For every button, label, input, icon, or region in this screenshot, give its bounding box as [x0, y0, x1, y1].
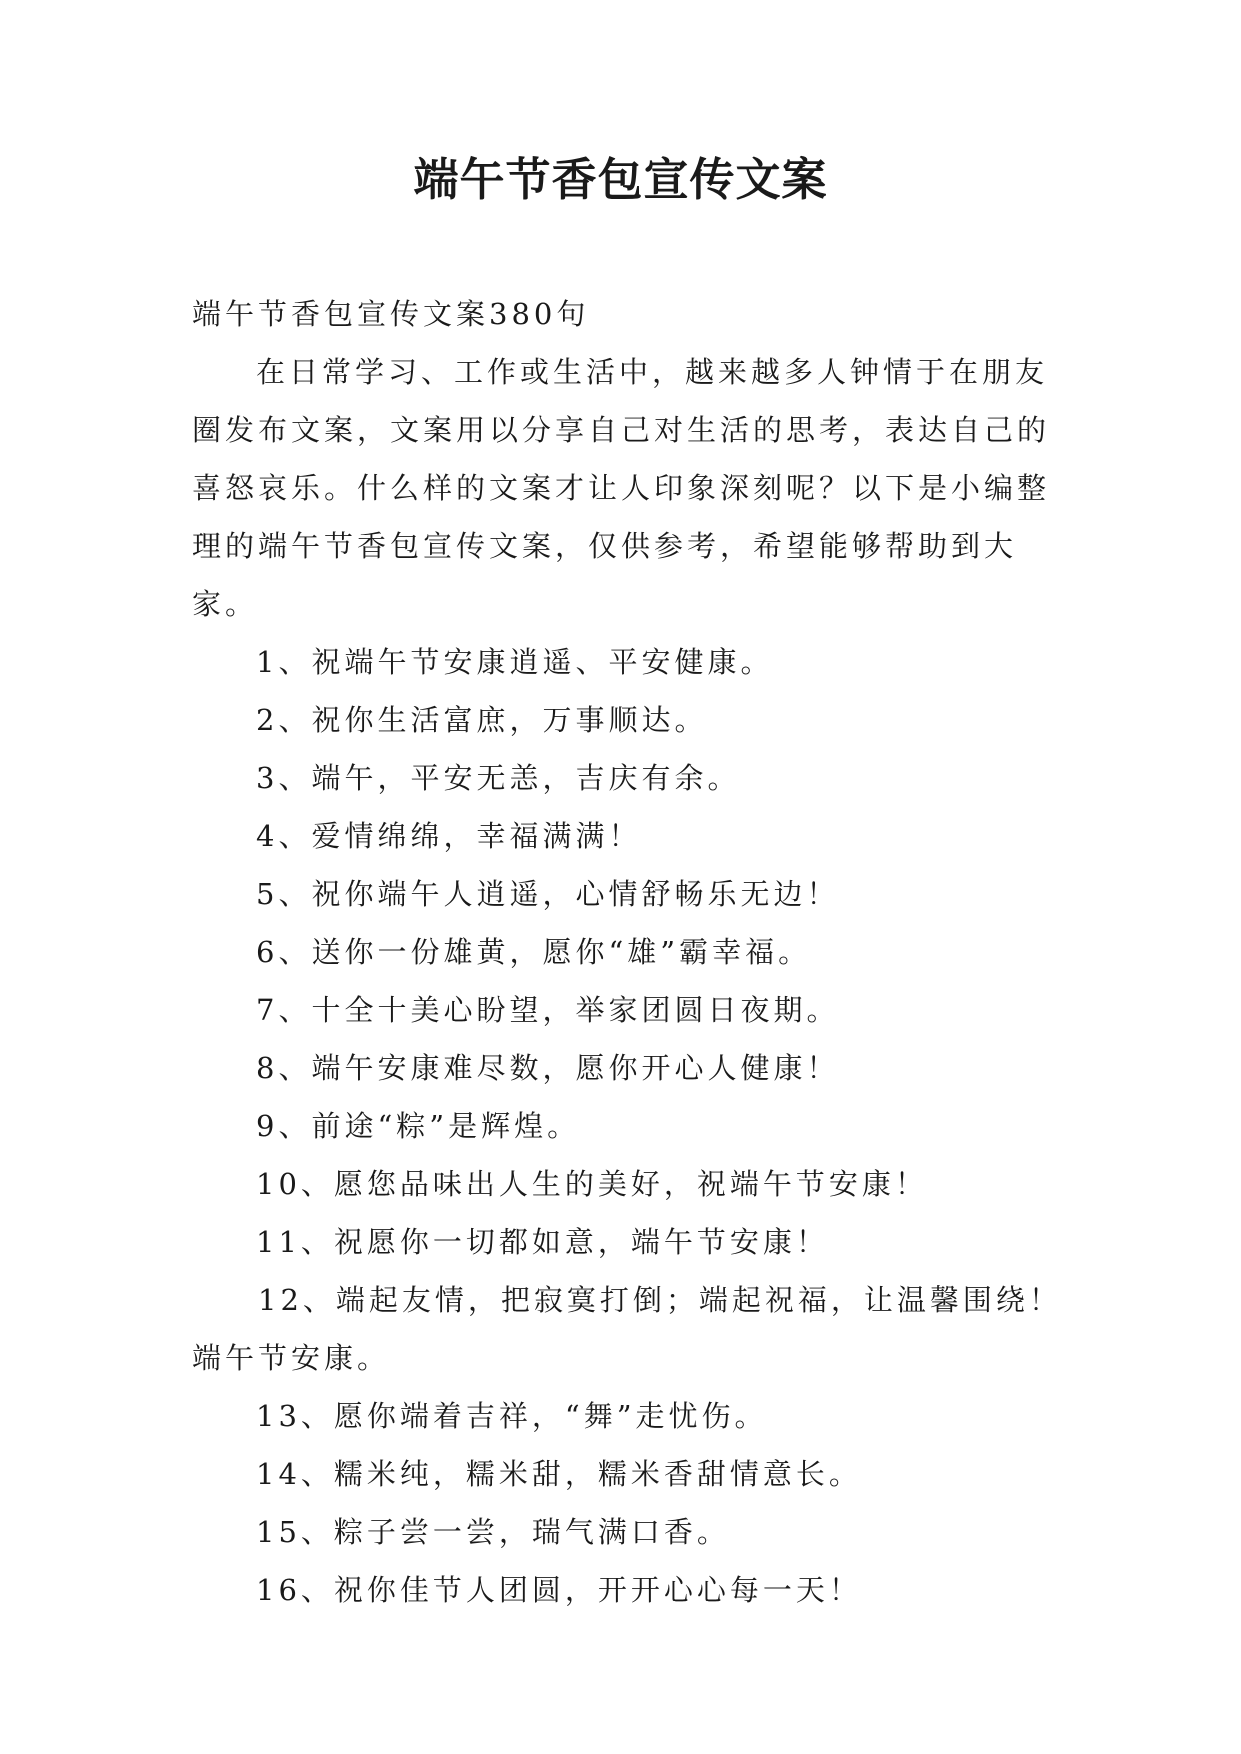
document-subtitle: 端午节香包宣传文案380句	[192, 297, 590, 331]
list-item: 16、祝你佳节人团圆，开开心心每一天！	[256, 1573, 862, 1607]
list-item: 4、爱情绵绵，幸福满满！	[256, 819, 642, 853]
document-body	[192, 285, 1062, 1619]
list-item: 7、十全十美心盼望，举家团圆日夜期。	[256, 993, 840, 1027]
list-item: 3、端午，平安无恙，吉庆有余。	[256, 761, 741, 795]
list-item: 1、祝端午节安康逍遥、平安健康。	[256, 645, 774, 679]
document-title: 端午节香包宣传文案	[413, 153, 828, 206]
list-item: 13、愿你端着吉祥，“舞”走忧伤。	[256, 1399, 768, 1433]
intro-paragraph: 在日常学习、工作或生活中，越来越多人钟情于在朋友圈发布文案，文案用以分享自己对生活的思考，表达自己的喜怒哀乐。什么样的文案才让人印象深刻呢？以下是小编整理的端午节香包宣传文案，仅供参考，希望能够帮助到大家。	[192, 355, 1051, 621]
list-item: 15、粽子尝一尝，瑞气满口香。	[256, 1515, 730, 1549]
list-item: 5、祝你端午人逍遥，心情舒畅乐无边！	[256, 877, 840, 911]
list-item: 6、送你一份雄黄，愿你“雄”霸幸福。	[256, 935, 812, 969]
list-item: 9、前途“粽”是辉煌。	[256, 1109, 581, 1143]
list-item: 11、祝愿你一切都如意，端午节安康！	[256, 1225, 829, 1259]
list-item: 8、端午安康难尽数，愿你开心人健康！	[256, 1051, 840, 1085]
list-item: 14、糯米纯，糯米甜，糯米香甜情意长。	[256, 1457, 862, 1491]
list-item: 10、愿您品味出人生的美好，祝端午节安康！	[256, 1167, 928, 1201]
list-item: 2、祝你生活富庶，万事顺达。	[256, 703, 708, 737]
list-item: 12、端起友情，把寂寞打倒；端起祝福，让温馨围绕！端午节安康。	[192, 1283, 1062, 1375]
